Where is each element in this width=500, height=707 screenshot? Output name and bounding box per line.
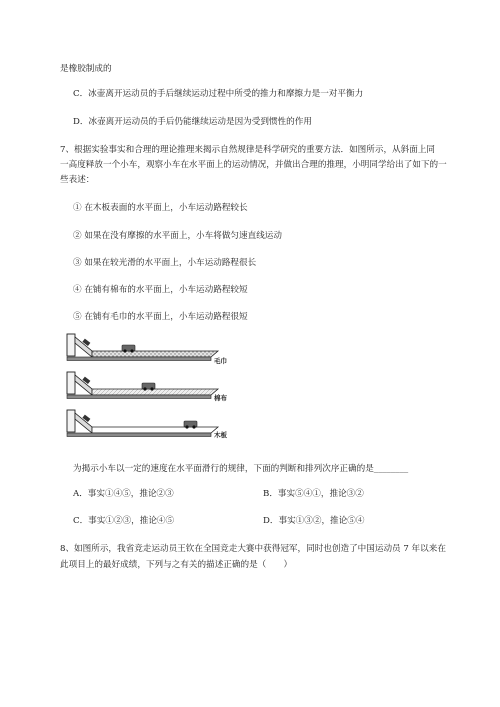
q7-statement-5: ⑤ 在铺有毛巾的水平面上，小车运动路程很短 xyxy=(73,312,248,322)
q7-statement-3: ③ 如果在较光滑的水平面上，小车运动路程很长 xyxy=(73,258,257,268)
q7-option-a: A．事实①④⑤，推论②③ xyxy=(73,489,174,499)
q7-statement-2: ② 如果在没有摩擦的水平面上，小车将做匀速直线运动 xyxy=(73,231,282,241)
q8-stem-line-1: 8、如图所示，我省竞走运动员王钦在全国竞走大赛中获得冠军，同时也创造了中国运动员 7 年以来在 xyxy=(60,544,446,554)
q7-stem-line-2: 一高度释放一个小车，观察小车在水平面上的运动情况，并做出合理的推理，小明同学给出了如下的一 xyxy=(60,160,447,170)
label-cotton: 棉布 xyxy=(214,394,227,402)
label-towel: 毛巾 xyxy=(214,357,227,365)
label-wood: 木板 xyxy=(214,431,227,439)
q8-stem-line-2: 此项目上的最好成绩，下列与之有关的描述正确的是（ ） xyxy=(60,560,293,570)
q7-option-c: C．事实①②③，推论④⑤ xyxy=(73,516,175,526)
incline-experiment-figure xyxy=(66,333,222,448)
q6-option-d: D．冰壶离开运动员的手后仍能继续运动是因为受到惯性的作用 xyxy=(73,117,312,127)
q7-question: 为揭示小车以一定的速度在水平面滑行的规律，下面的判断和排列次序正确的是________ xyxy=(73,464,409,474)
q6-cont-text: 是橡胶制成的 xyxy=(60,64,112,74)
q7-statement-1: ① 在木板表面的水平面上，小车运动路程较长 xyxy=(73,203,248,213)
ramp-towel xyxy=(67,334,218,361)
q6-option-c: C．冰壶离开运动员的手后继续运动过程中所受的推力和摩擦力是一对平衡力 xyxy=(73,89,364,99)
q7-option-d: D．事实①③②，推论⑤④ xyxy=(263,516,365,526)
q7-option-b: B．事实⑤④①，推论③② xyxy=(263,489,364,499)
q7-stem-line-3: 些表述： xyxy=(60,175,95,185)
q7-statement-4: ④ 在铺有棉布的水平面上，小车运动路程较短 xyxy=(73,285,248,295)
q7-stem-line-1: 7、根据实验事实和合理的理论推理来揭示自然规律是科学研究的重要方法．如图所示，从斜面上同 xyxy=(60,145,436,155)
ramp-cotton xyxy=(67,372,218,399)
ramp-wood xyxy=(67,410,218,437)
